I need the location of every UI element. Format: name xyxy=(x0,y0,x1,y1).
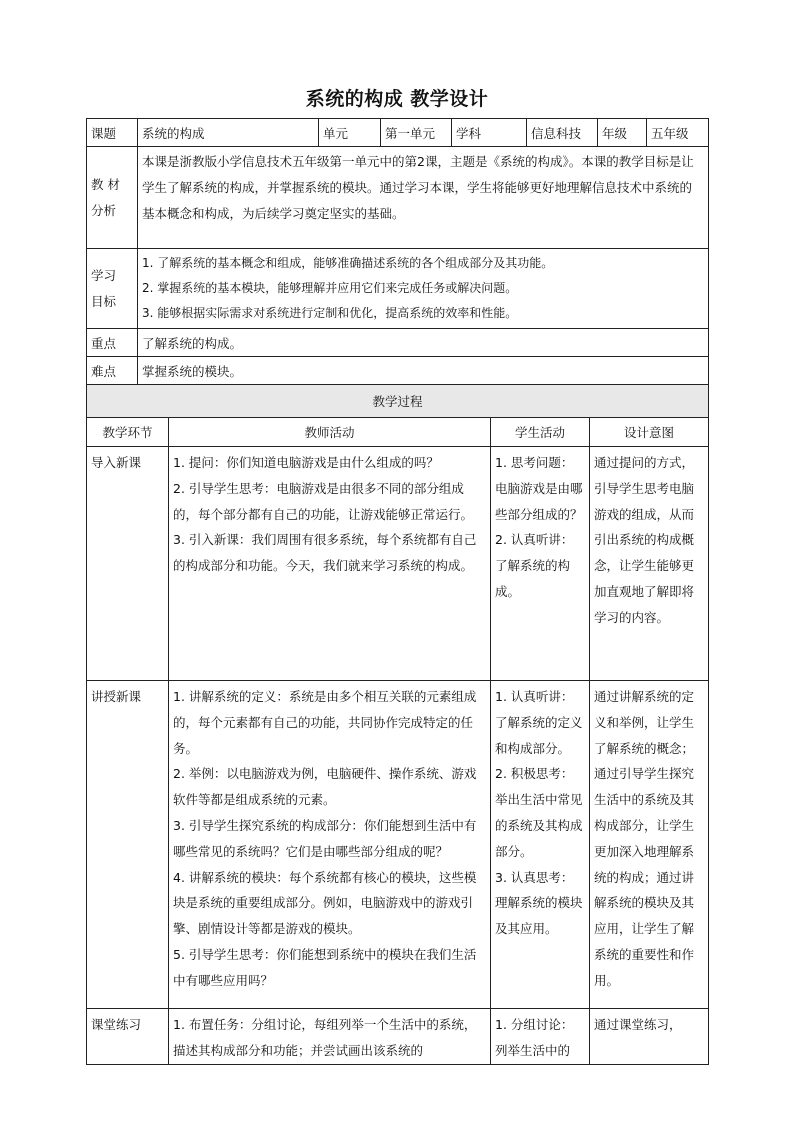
objectives-label-line1: 学习 xyxy=(91,267,117,283)
process-table xyxy=(86,384,709,1065)
analysis-text: 本课是浙教版小学信息技术五年级第一单元中的第2课，主题是《系统的构成》。本课的教学目标是让学生了解系统的构成，并掌握系统的模块。通过学习本课，学生将能够更好地理解信息技术中系统的基本概念和构成，为后续学习奠定坚实的基础。 xyxy=(138,147,709,249)
teacher-step: 1. 提问：你们知道电脑游戏是由什么组成的吗？ xyxy=(173,455,439,470)
difficulty-label: 难点 xyxy=(87,357,138,385)
design-intent: 通过讲解系统的定义和举例，让学生了解系统的概念；通过引导学生探究生活中的系统及其构成部分，让学生更加深入地理解系统的构成；通过讲解系统的模块及其应用，让学生了解系统的重要性和作用。 xyxy=(590,681,709,1009)
topic-label: 课题 xyxy=(87,119,138,147)
unit-label: 单元 xyxy=(319,119,381,147)
objective-item: 1. 了解系统的基本概念和组成，能够准确描述系统的各个组成部分及其功能。 xyxy=(142,256,554,270)
teacher-step: 1. 布置任务：分组讨论，每组列举一个生活中的系统，描述其构成部分和功能；并尝试画出该系统的 xyxy=(173,1017,477,1058)
teacher-activity xyxy=(169,447,491,681)
teacher-step: 1. 讲解系统的定义：系统是由多个相互关联的元素组成的，每个元素都有自己的功能，共同协作完成特定的任务。 xyxy=(173,689,477,756)
teacher-step: 3. 引入新课：我们周围有很多系统，每个系统都有自己的构成部分和功能。今天，我们就来学习系统的构成。 xyxy=(173,532,477,574)
stage-cell: 导入新课 xyxy=(87,447,169,681)
teacher-step: 2. 举例：以电脑游戏为例，电脑硬件、操作系统、游戏软件等都是组成系统的元素。 xyxy=(173,766,477,808)
student-activity xyxy=(491,681,590,1009)
analysis-label-line2: 分析 xyxy=(91,202,117,218)
subject-value: 信息科技 xyxy=(527,119,598,147)
student-step: 2. 积极思考：举出生活中常见的系统及其构成部分。 xyxy=(495,766,583,859)
topic-value: 系统的构成 xyxy=(138,119,319,147)
student-step: 3. 认真思考：理解系统的模块及其应用。 xyxy=(495,869,583,937)
teacher-step: 2. 引导学生思考：电脑游戏是由很多不同的部分组成的，每个部分都有自己的功能，让游戏能够正常运行。 xyxy=(173,480,474,522)
table-row xyxy=(87,447,709,681)
analysis-label xyxy=(87,147,138,249)
key-point-label: 重点 xyxy=(87,329,138,357)
grade-value: 五年级 xyxy=(647,119,709,147)
grade-label: 年级 xyxy=(598,119,647,147)
header-intent: 设计意图 xyxy=(590,418,709,447)
student-step: 1. 认真听讲：了解系统的定义和构成部分。 xyxy=(495,689,583,756)
objective-item: 2. 掌握系统的基本模块，能够理解并应用它们来完成任务或解决问题。 xyxy=(142,281,518,295)
student-activity xyxy=(491,447,590,681)
document-title: 系统的构成 教学设计 xyxy=(305,88,489,110)
key-point-value: 了解系统的构成。 xyxy=(138,329,709,357)
teacher-activity xyxy=(169,1009,491,1065)
analysis-label-line1: 教 材 xyxy=(91,176,120,192)
teacher-step: 3. 引导学生探究系统的构成部分：你们能想到生活中有哪些常见的系统吗？它们是由哪些部分组成的呢？ xyxy=(173,817,477,859)
design-intent: 通过提问的方式，引导学生思考电脑游戏的组成，从而引出系统的构成概念，让学生能够更加直观地了解即将学习的内容。 xyxy=(590,447,709,681)
stage-cell: 讲授新课 xyxy=(87,681,169,1009)
process-section-title: 教学过程 xyxy=(87,385,709,418)
student-step: 2. 认真听讲：了解系统的构成。 xyxy=(495,532,574,599)
objectives-label-line2: 目标 xyxy=(91,293,117,309)
info-table xyxy=(86,118,709,385)
teacher-activity xyxy=(169,681,491,1009)
objectives-list xyxy=(138,249,709,329)
difficulty-value: 掌握系统的模块。 xyxy=(138,357,709,385)
student-step: 1. 分组讨论：列举生活中的 xyxy=(495,1017,574,1058)
student-step: 1. 思考问题：电脑游戏是由哪些部分组成的？ xyxy=(495,455,583,522)
teacher-step: 4. 讲解系统的模块：每个系统都有核心的模块，这些模块是系统的重要组成部分。例如，电脑游戏中的游戏引擎、剧情设计等都是游戏的模块。 xyxy=(173,869,477,937)
subject-label: 学科 xyxy=(452,119,527,147)
teacher-step: 5. 引导学生思考：你们能想到系统中的模块在我们生活中有哪些应用吗？ xyxy=(173,946,477,988)
header-stage: 教学环节 xyxy=(87,418,169,447)
student-activity xyxy=(491,1009,590,1065)
table-row xyxy=(87,1009,709,1065)
stage-cell: 课堂练习 xyxy=(87,1009,169,1065)
header-student: 学生活动 xyxy=(491,418,590,447)
unit-value: 第一单元 xyxy=(381,119,452,147)
table-row xyxy=(87,681,709,1009)
header-teacher: 教师活动 xyxy=(169,418,491,447)
objective-item: 3. 能够根据实际需求对系统进行定制和优化，提高系统的效率和性能。 xyxy=(142,306,518,320)
design-intent: 通过课堂练习， xyxy=(590,1009,709,1065)
objectives-label xyxy=(87,249,138,329)
